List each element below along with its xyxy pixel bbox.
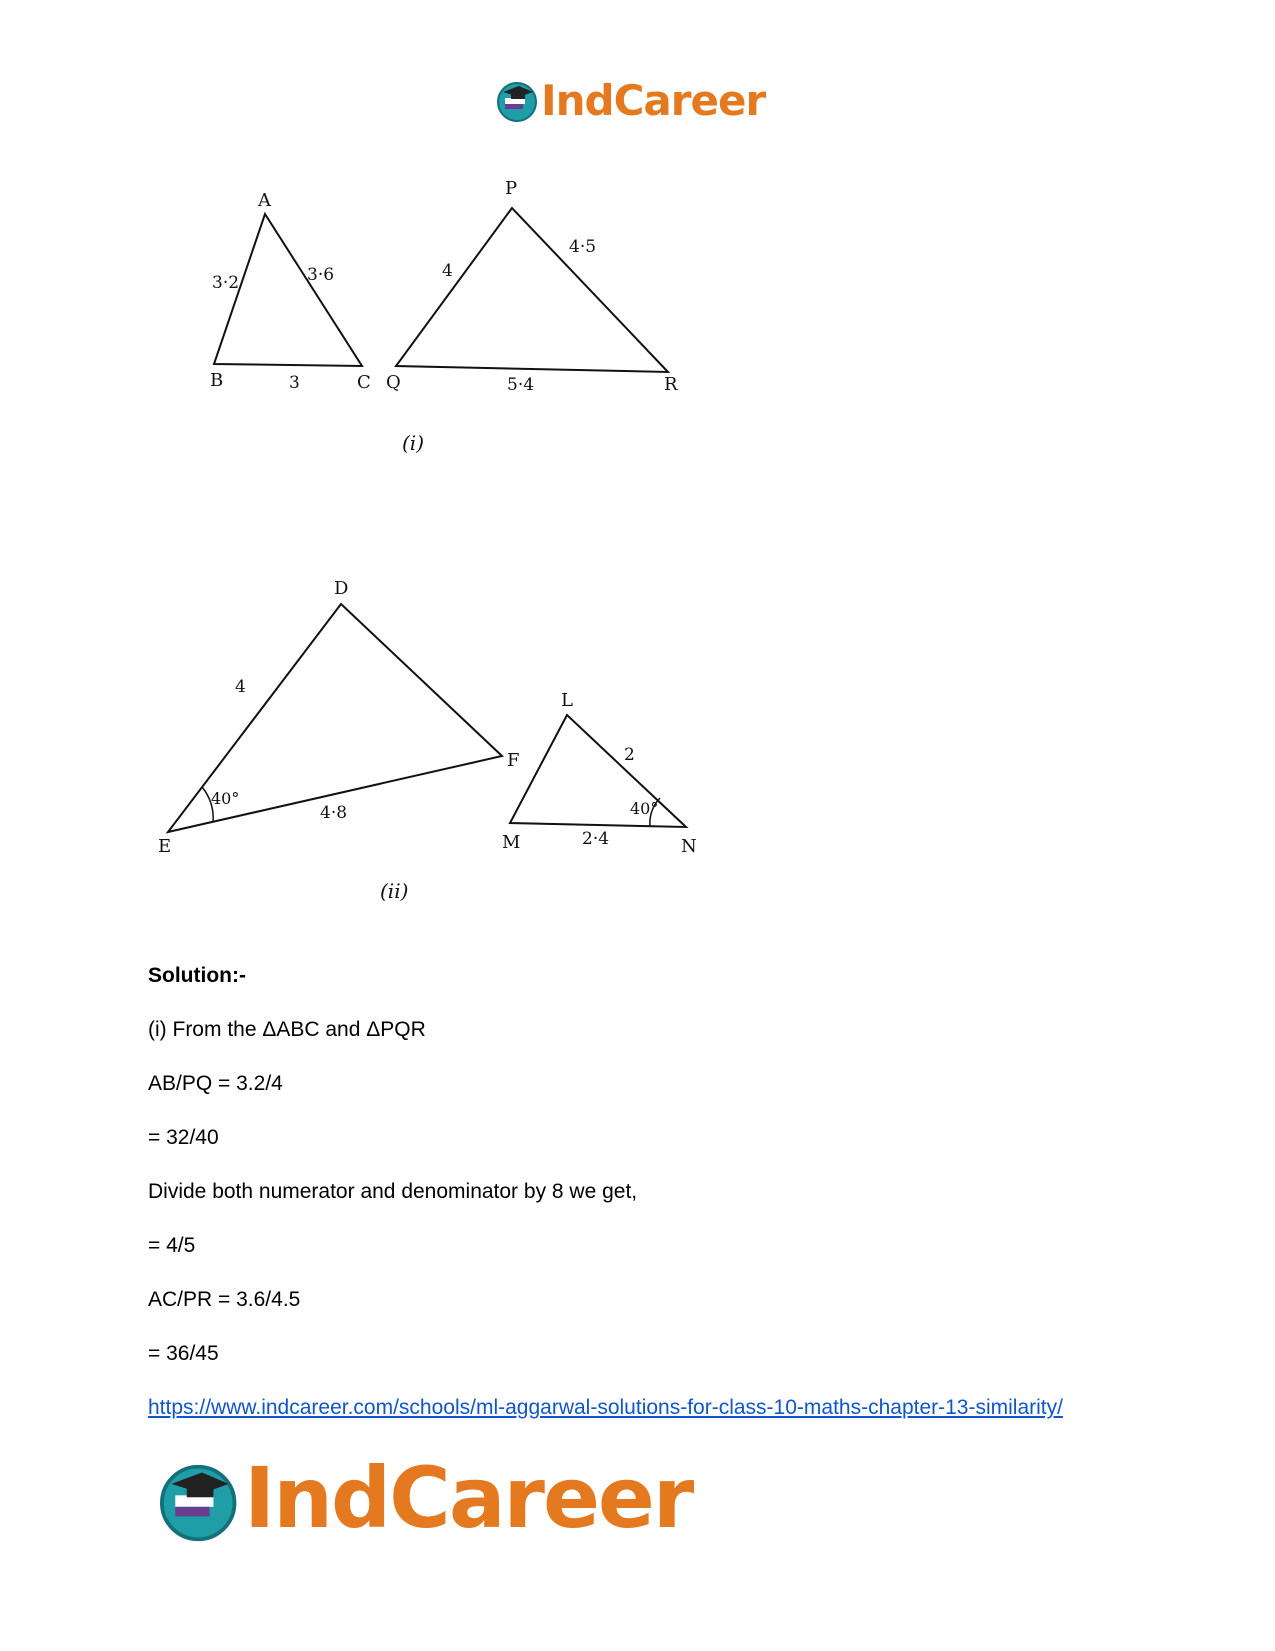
side-pr-label: 4·5: [569, 237, 597, 257]
graduation-globe-icon: [497, 80, 541, 124]
triangle-abc: [210, 190, 371, 393]
figure-i-caption: (i): [402, 431, 425, 455]
side-ln-label: 2: [624, 745, 635, 765]
indcareer-logo-footer: [160, 1449, 700, 1555]
solution-line: = 36/45: [148, 1342, 219, 1365]
source-url-link[interactable]: https://www.indcareer.com/schools/ml-aggarwal-solutions-for-class-10-maths-chapter-13-similarity/: [148, 1396, 1063, 1419]
solution-line: AC/PR = 3.6/4.5: [148, 1288, 301, 1311]
vertex-d: D: [334, 578, 349, 599]
vertex-f: F: [507, 750, 520, 771]
solution-line: = 4/5: [148, 1234, 196, 1257]
side-mn-label: 2·4: [582, 829, 610, 849]
triangle-def: [158, 578, 520, 857]
vertex-n: N: [681, 836, 697, 857]
brand-wordmark: IndCareer: [244, 1449, 693, 1547]
vertex-q: Q: [386, 372, 401, 393]
figure-ii-caption: (ii): [380, 879, 409, 903]
vertex-m: M: [502, 832, 521, 853]
side-pq-label: 4: [442, 261, 453, 281]
triangle-pqr: [386, 178, 678, 395]
side-ab-label: 3·2: [212, 273, 240, 293]
side-bc-label: 3: [289, 373, 300, 393]
graduation-globe-icon: [160, 1461, 244, 1545]
vertex-e: E: [158, 836, 172, 857]
vertex-b: B: [210, 370, 224, 391]
solution-line: AB/PQ = 3.2/4: [148, 1072, 283, 1095]
side-qr-label: 5·4: [507, 375, 535, 395]
solution-line: (i) From the ΔABC and ΔPQR: [148, 1018, 426, 1041]
solution-line: = 32/40: [148, 1126, 219, 1149]
figure-i-triangles: [150, 170, 710, 470]
indcareer-logo-header: [497, 78, 767, 130]
side-ac-label: 3·6: [307, 265, 335, 285]
vertex-c: C: [357, 372, 371, 393]
angle-n-label: 40°: [630, 799, 659, 818]
side-ef-label: 4·8: [320, 803, 348, 823]
vertex-p: P: [505, 178, 518, 199]
side-de-label: 4: [235, 677, 246, 697]
solution-heading: Solution:-: [148, 964, 246, 987]
brand-wordmark: IndCareer: [541, 76, 766, 125]
solution-line: Divide both numerator and denominator by 8 we get,: [148, 1180, 638, 1203]
figure-ii-triangles: [150, 560, 710, 920]
angle-e-label: 40°: [211, 789, 240, 808]
vertex-r: R: [664, 374, 678, 395]
triangle-lmn: [502, 690, 697, 857]
vertex-l: L: [561, 690, 573, 711]
vertex-a: A: [258, 190, 271, 211]
